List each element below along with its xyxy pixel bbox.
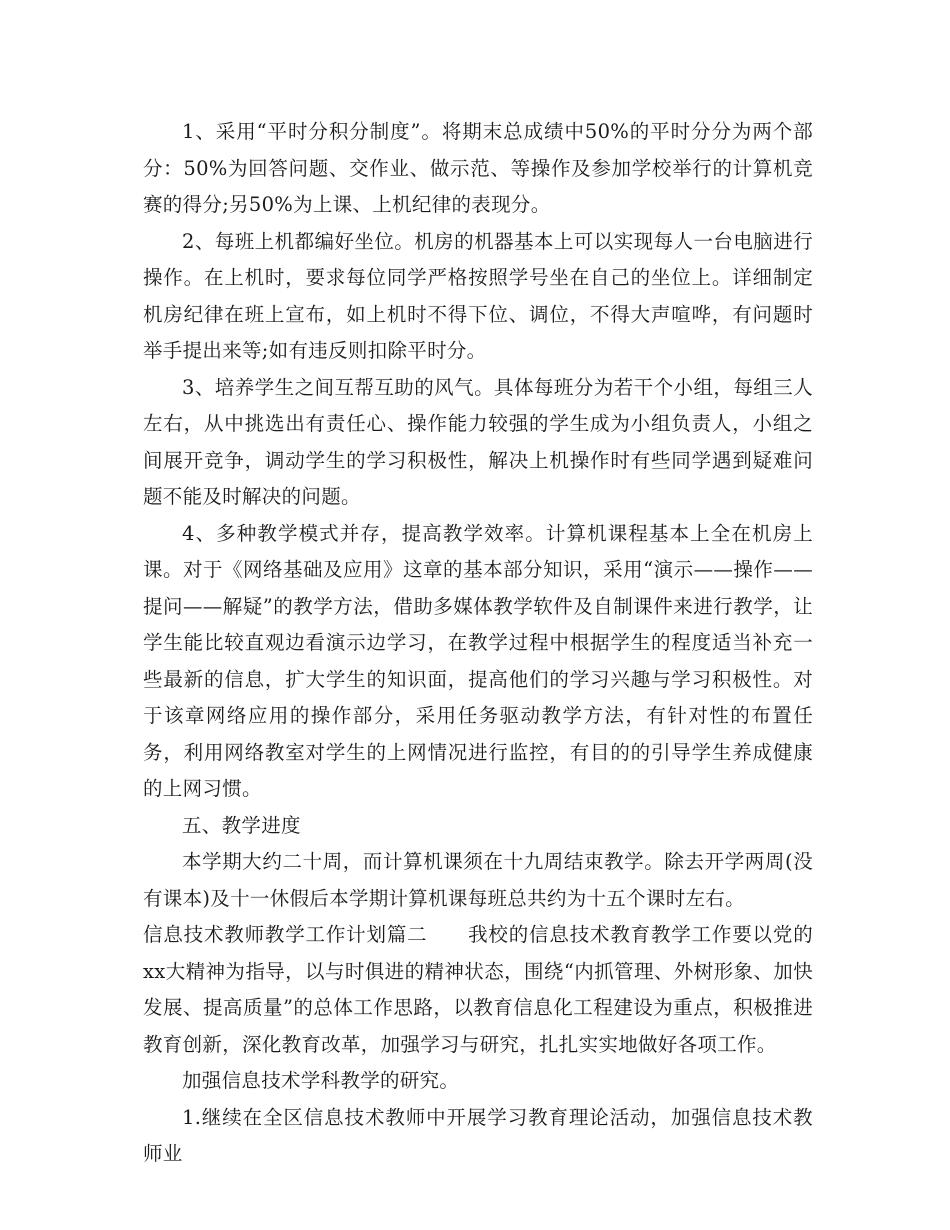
section-heading-teaching-progress: 五、教学进度 [182, 813, 301, 837]
paragraph-2: 2、每班上机都编好坐位。机房的机器基本上可以实现每人一台电脑进行操作。在上机时，要求每位同学严格按照学号坐在自己的坐位上。详细制定机房纪律在班上宣布，如上机时不得下位、调位，不得大声喧哗，有问题时举手提出来等;如有违反则扣除平时分。 [143, 229, 813, 362]
paragraph-6: 本学期大约二十周，而计算机课须在十九周结束教学。除去开学两周(没有课本)及十一休假后本学期计算机课每班总共约为十五个课时左右。 [143, 850, 813, 910]
paragraph-8: 加强信息技术学科教学的研究。 [182, 1069, 460, 1092]
paragraph-4: 4、多种教学模式并存，提高教学效率。计算机课程基本上全在机房上课。对于《网络基础及应用》这章的基本部分知识，采用“演示——操作——提问——解疑”的教学方法，借助多媒体教学软件及自制课件来进行教学，让学生能比较直观边看演示边学习，在教学过程中根据学生的程度适当补充一些最新的信息，扩大学生的知识面，提高他们的学习兴趣与学习积极性。对于该章网络应用的操作部分，采用任务驱动教学方法，有针对性的布置任务，利用网络教室对学生的上网情况进行监控，有目的的引导学生养成健康的上网习惯。 [143, 521, 813, 800]
document-body [143, 114, 813, 1173]
paragraph-1: 1、采用“平时分积分制度”。将期末总成绩中50%的平时分分为两个部分：50%为回答问题、交作业、做示范、等操作及参加学校举行的计算机竞赛的得分;另50%为上课、上机纪律的表现分。 [143, 120, 813, 216]
paragraph-3: 3、培养学生之间互帮互助的风气。具体每班分为若干个小组，每组三人左右，从中挑选出有责任心、操作能力较强的学生成为小组负责人，小组之间展开竞争，调动学生的学习积极性，解决上机操作时有些同学遇到疑难问题不能及时解决的问题。 [143, 375, 813, 508]
paragraph-7: 信息技术教师教学工作计划篇二 我校的信息技术教育教学工作要以党的xx大精神为指导，以与时俱进的精神状态，围绕“内抓管理、外树形象、加快发展、提高质量”的总体工作思路，以教育信息化工程建设为重点，积极推进教育创新，深化教育改革，加强学习与研究，扎扎实实地做好各项工作。 [143, 923, 813, 1056]
paragraph-9: 1.继续在全区信息技术教师中开展学习教育理论活动，加强信息技术教师业 [143, 1105, 813, 1165]
